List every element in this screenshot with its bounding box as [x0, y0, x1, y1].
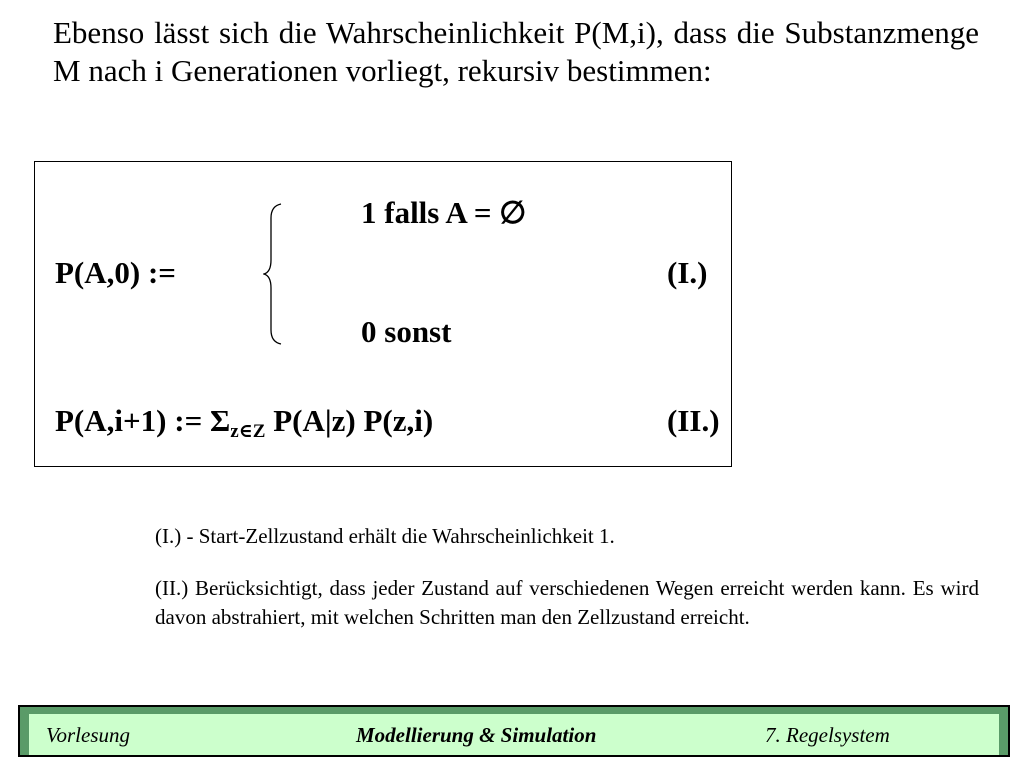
note-two: (II.) Berücksichtigt, dass jeder Zustand auf verschiedenen Wegen erreicht werden kann. Es wird davon abstrahiert, mit welchen Schritten man den Zellzustand erreicht. [155, 576, 979, 629]
intro-paragraph: Ebenso lässt sich die Wahrscheinlichkeit P(M,i), dass die Substanzmenge M nach i Generationen vorliegt, rekursiv bestimmen: [53, 15, 979, 88]
formula-box [34, 161, 732, 467]
footer-lecture: Vorlesung [46, 723, 130, 747]
left-brace-icon [263, 202, 287, 346]
footer-chapter: 7. Regelsystem [765, 723, 890, 747]
case-otherwise: 0 sonst [361, 314, 452, 349]
equation-label-ii: (II.) [667, 403, 720, 438]
definition-p-a-0: P(A,0) := [55, 255, 176, 290]
case-one: 1 falls A = ∅ [361, 195, 527, 230]
note-one: (I.) - Start-Zellzustand erhält die Wahrscheinlichkeit 1. [155, 524, 615, 548]
sum-subscript: z∈Z [230, 421, 266, 442]
definition-p-a-i-plus-1: P(A,i+1) := $\Sigma_{z\in Z}$ P(A|z) P(z,i) [55, 403, 434, 442]
footer-bar [18, 705, 1010, 757]
equation-label-i: (I.) [667, 255, 708, 290]
footer-course-title: Modellierung & Simulation [356, 723, 597, 747]
